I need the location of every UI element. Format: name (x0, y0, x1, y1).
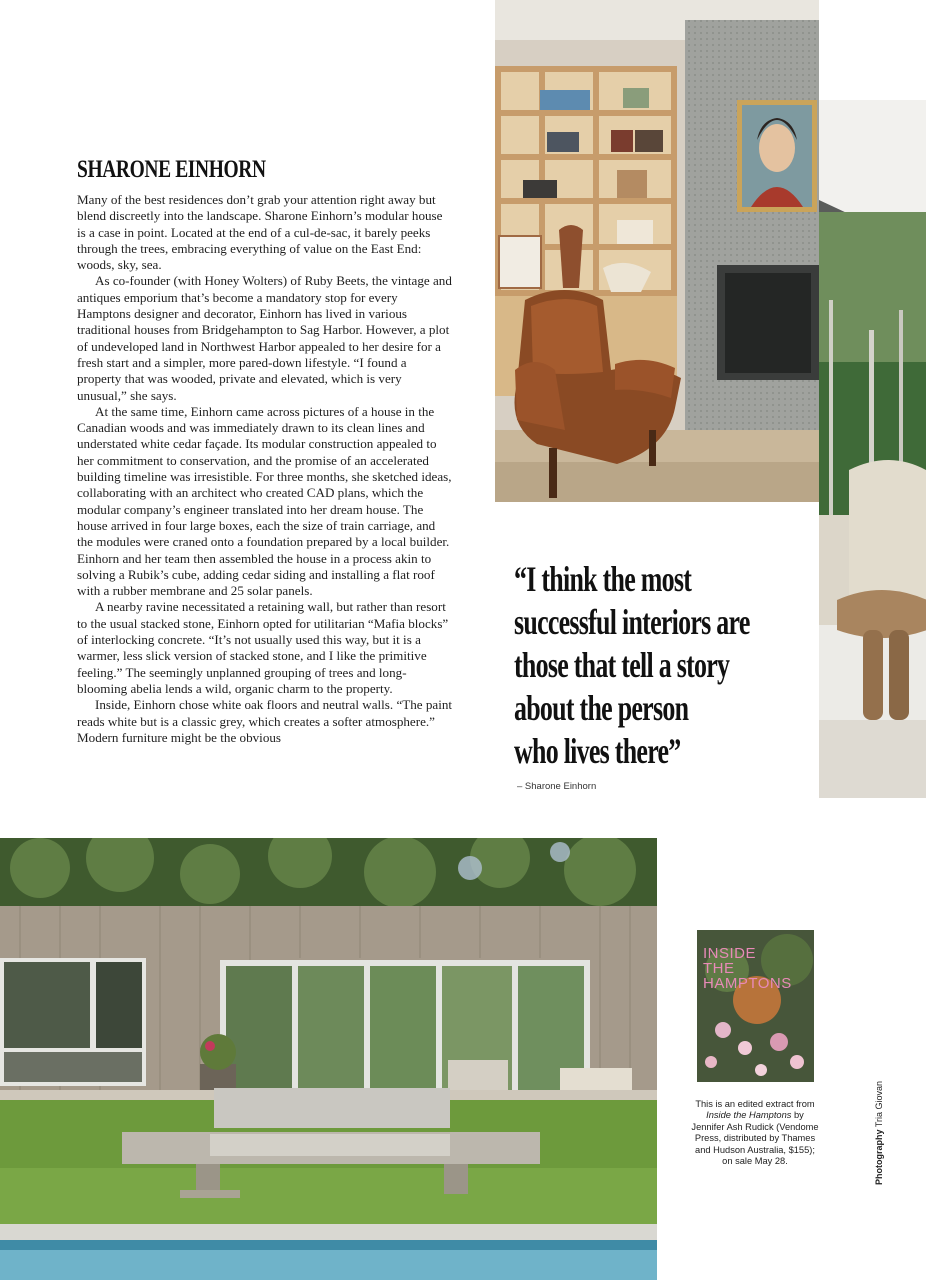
exterior-photo (0, 838, 657, 1280)
pull-quote-line: “I think the most (514, 559, 692, 599)
side-photo-illustration (819, 100, 926, 798)
photo-credit-name: Tria Giovan (874, 1080, 884, 1128)
caption-details: by Jennifer Ash Rudick (Vendome Press, distributed by Thames and Hudson Australia, $155); on sale May 28. (691, 1110, 819, 1167)
article-paragraph: Inside, Einhorn chose white oak floors and neutral walls. “The paint reads white but is a classic grey, which creates a softer atmosphere.” Modern furniture might be the obvious (77, 697, 453, 745)
pull-quote-line: who lives there” (514, 731, 681, 771)
article-paragraph: At the same time, Einhorn came across pictures of a house in the Canadian woods and was immediately drawn to its clean lines and understated white cedar façade. Its modular construction appealed to her commitment to conservation, and the promise of an accelerated building timeline was irresistible. For three months, she sketched ideas, collaborating with an architect who created CAD plans, which the modular company’s engineer translated into her dream house. The house arrived in four large boxes, each the size of train carriage, and the modules were craned onto a foundation prepared by a local builder. Einhorn and her team then assembled the house in a process akin to solving a Rubik’s cube, adding cedar siding and installing a flat roof with a rubber membrane and 25 solar panels. (77, 403, 452, 599)
pull-quote-line: about the person (514, 688, 689, 728)
article-paragraph: A nearby ravine necessitated a retaining wall, but rather than resort to the usual stacked stone, Einhorn opted for utilitarian “Mafia blocks” of interlocking concrete. “It’s not usually used this way, but it is a warmer, less slick version of stacked stone, and I like the primitive feeling.” The seemingly unplanned grouping of trees and long-blooming abelia lends a wild, organic charm to the property. (77, 599, 449, 696)
book-cover (697, 930, 814, 1082)
side-photo (819, 100, 926, 798)
interior-photo (495, 0, 819, 502)
photo-credit-label: Photography (874, 1129, 884, 1185)
book-caption (689, 1099, 821, 1167)
interior-photo-illustration (495, 0, 819, 502)
quote-attribution: – Sharone Einhorn (517, 781, 597, 792)
exterior-photo-illustration (0, 838, 657, 1280)
book-cover-title-line: THE (703, 960, 735, 977)
caption-book-title: Inside the Hamptons (706, 1110, 792, 1121)
pull-quote-line: those that tell a story (514, 645, 730, 685)
photo-credit (874, 1081, 884, 1185)
book-cover-title-line: INSIDE (703, 945, 757, 962)
article-paragraph: As co-founder (with Honey Wolters) of Ruby Beets, the vintage and antiques emporium that’s become a mandatory stop for every Hamptons designer and decorator, Einhorn has lived in various traditional houses from Bridgehampton to Sag Harbor. However, a plot of undeveloped land in Northwest Harbor appealed to her desire for a fresh start and a simpler, more pared-down lifestyle. “I found a property that was wooded, private and elevated, which is very unusual,” she says. (77, 273, 452, 403)
pull-quote-line: successful interiors are (514, 602, 750, 642)
article-paragraph: Many of the best residences don’t grab your attention right away but blend discreetly into the landscape. Sharone Einhorn’s modular house is a case in point. Located at the end of a cul-de-sac, it barely peeks through the trees, embracing everything of value on the East End: woods, sky, sea. (77, 192, 443, 273)
caption-intro: This is an edited extract from (695, 1099, 815, 1109)
article-title: SHARONE EINHORN (77, 156, 266, 183)
article-body (77, 192, 453, 746)
pull-quote (514, 558, 750, 773)
book-cover-title-line: HAMPTONS (703, 975, 792, 992)
